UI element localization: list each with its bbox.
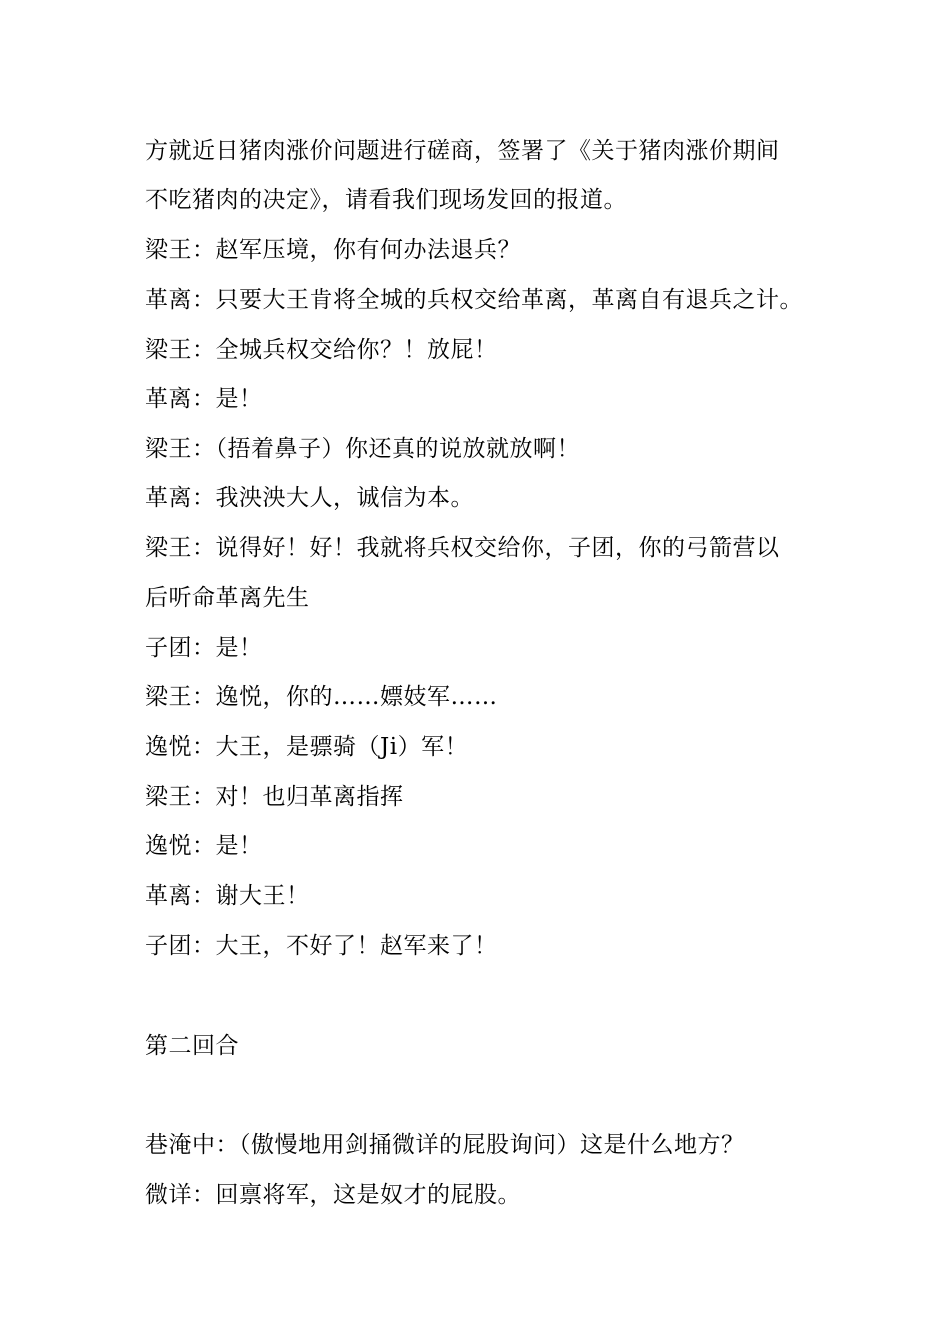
text-line: 方就近日猪肉涨价问题进行磋商，签署了《关于猪肉涨价期间 bbox=[145, 138, 780, 164]
dialogue-line: 梁王：说得好！好！我就将兵权交给你，子团，你的弓箭营以 bbox=[145, 535, 780, 561]
dialogue-line: 微详：回禀将军，这是奴才的屁股。 bbox=[145, 1182, 521, 1208]
dialogue-line: 梁王：全城兵权交给你？！放屁！ bbox=[145, 337, 498, 363]
dialogue-line: 逸悦：是！ bbox=[145, 833, 263, 859]
dialogue-line: 革离：只要大王肯将全城的兵权交给革离，革离自有退兵之计。 bbox=[145, 287, 803, 313]
dialogue-line: 梁王：（捂着鼻子）你还真的说放就放啊！ bbox=[145, 436, 580, 462]
dialogue-line: 革离：是！ bbox=[145, 386, 263, 412]
dialogue-line: 逸悦：大王，是骠骑（Ji）军！ bbox=[145, 734, 469, 760]
text-line: 不吃猪肉的决定》，请看我们现场发回的报道。 bbox=[145, 187, 627, 213]
dialogue-line: 梁王：赵军压境，你有何办法退兵？ bbox=[145, 237, 521, 263]
dialogue-line: 革离：我泱泱大人，诚信为本。 bbox=[145, 485, 474, 511]
dialogue-line: 子团：大王，不好了！赵军来了！ bbox=[145, 933, 498, 959]
section-heading: 第二回合 bbox=[145, 1033, 239, 1059]
dialogue-line: 巷淹中：（傲慢地用剑捅微详的屁股询问）这是什么地方？ bbox=[145, 1132, 745, 1158]
dialogue-line: 梁王：逸悦，你的……嫖妓军…… bbox=[145, 684, 498, 710]
dialogue-line: 革离：谢大王！ bbox=[145, 883, 310, 909]
dialogue-line: 梁王：对！也归革离指挥 bbox=[145, 784, 404, 810]
dialogue-line: 子团：是！ bbox=[145, 635, 263, 661]
dialogue-line-continued: 后听命革离先生 bbox=[145, 585, 310, 611]
